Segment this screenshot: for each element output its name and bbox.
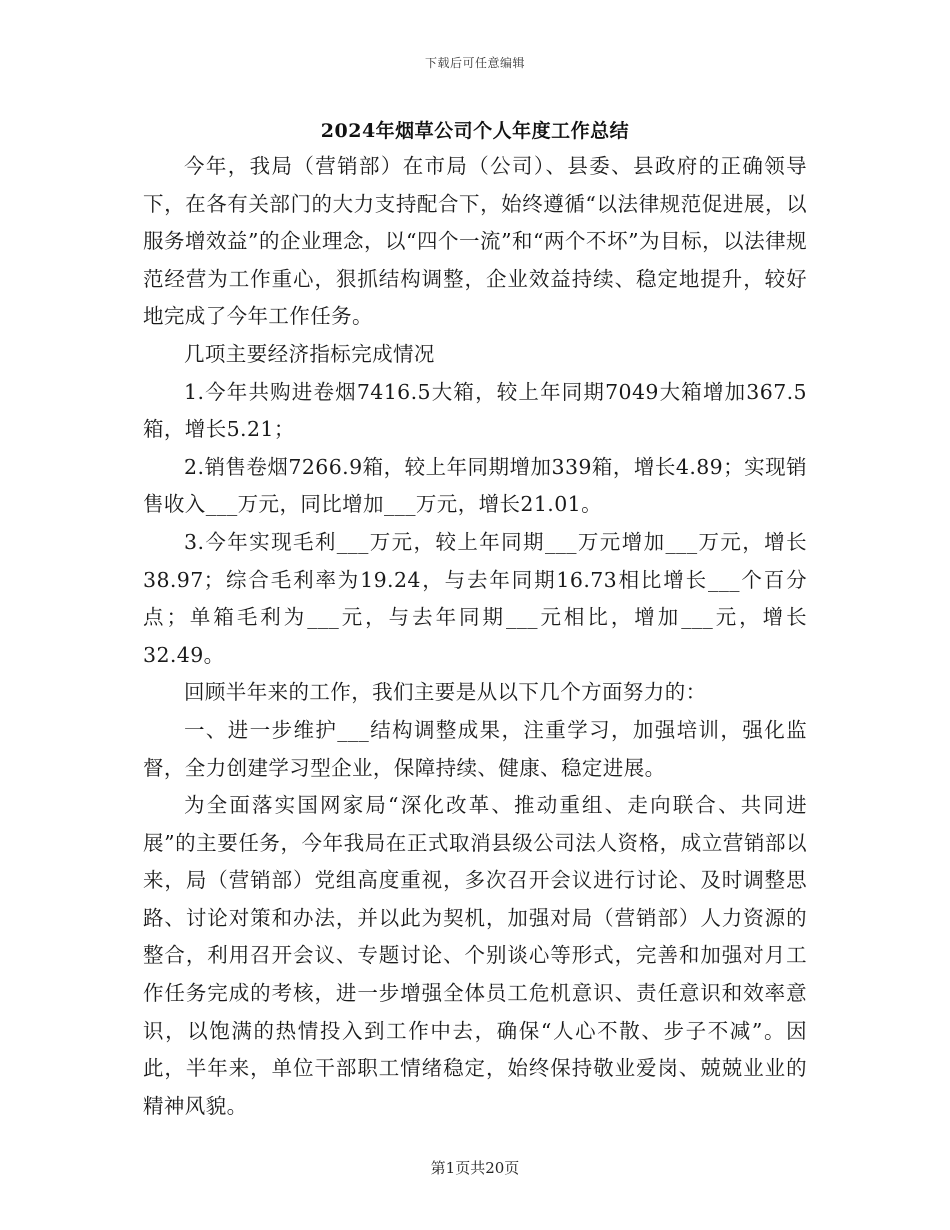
document-title: 2024年烟草公司个人年度工作总结 (320, 120, 630, 142)
document-body (143, 148, 807, 1125)
paragraph-indicators-heading: 几项主要经济指标完成情况 (184, 341, 435, 366)
paragraph-review: 回顾半年来的工作，我们主要是从以下几个方面努力的： (184, 680, 707, 705)
page-footer: 第1页共20页 (430, 1159, 520, 1177)
paragraph-section-1: 一、进一步维护___结构调整成果，注重学习，加强培训，强化监督，全力创建学习型企业，保障持续、健康、稳定进展。 (143, 717, 807, 780)
paragraph-item-1: 1.今年共购进卷烟7416.5大箱，较上年同期7049大箱增加367.5箱，增长5.21； (143, 379, 807, 442)
paragraph-intro: 今年，我局（营销部）在市局（公司）、县委、县政府的正确领导下，在各有关部门的大力支持配合下，始终遵循“以法律规范促进展，以服务增效益”的企业理念，以“四个一流”和“两个不坏”为目标，以法律规范经营为工作重心，狠抓结构调整，企业效益持续、稳定地提升，较好地完成了今年工作任务。 (143, 154, 807, 329)
paragraph-item-3: 3.今年实现毛利___万元，较上年同期___万元增加___万元，增长38.97；综合毛利率为19.24，与去年同期16.73相比增长___个百分点；单箱毛利为___元，与去年同期___元相比，增加___元，增长32.49。 (143, 529, 807, 667)
header-note: 下载后可任意编辑 (424, 56, 525, 70)
paragraph-section-1-detail: 为全面落实国网家局“深化改革、推动重组、走向联合、共同进展”的主要任务，今年我局在正式取消县级公司法人资格，成立营销部以来，局（营销部）党组高度重视，多次召开会议进行讨论、及时调整思路、讨论对策和办法，并以此为契机，加强对局（营销部）人力资源的整合，利用召开会议、专题讨论、个别谈心等形式，完善和加强对月工作任务完成的考核，进一步增强全体员工危机意识、责任意识和效率意识，以饱满的热情投入到工作中去，确保“人心不散、步子不减”。因此，半年来，单位干部职工情绪稳定，始终保持敬业爱岗、兢兢业业的精神风貌。 (143, 793, 807, 1118)
paragraph-item-2: 2.销售卷烟7266.9箱，较上年同期增加339箱，增长4.89；实现销售收入___万元，同比增加___万元，增长21.01。 (143, 454, 807, 517)
